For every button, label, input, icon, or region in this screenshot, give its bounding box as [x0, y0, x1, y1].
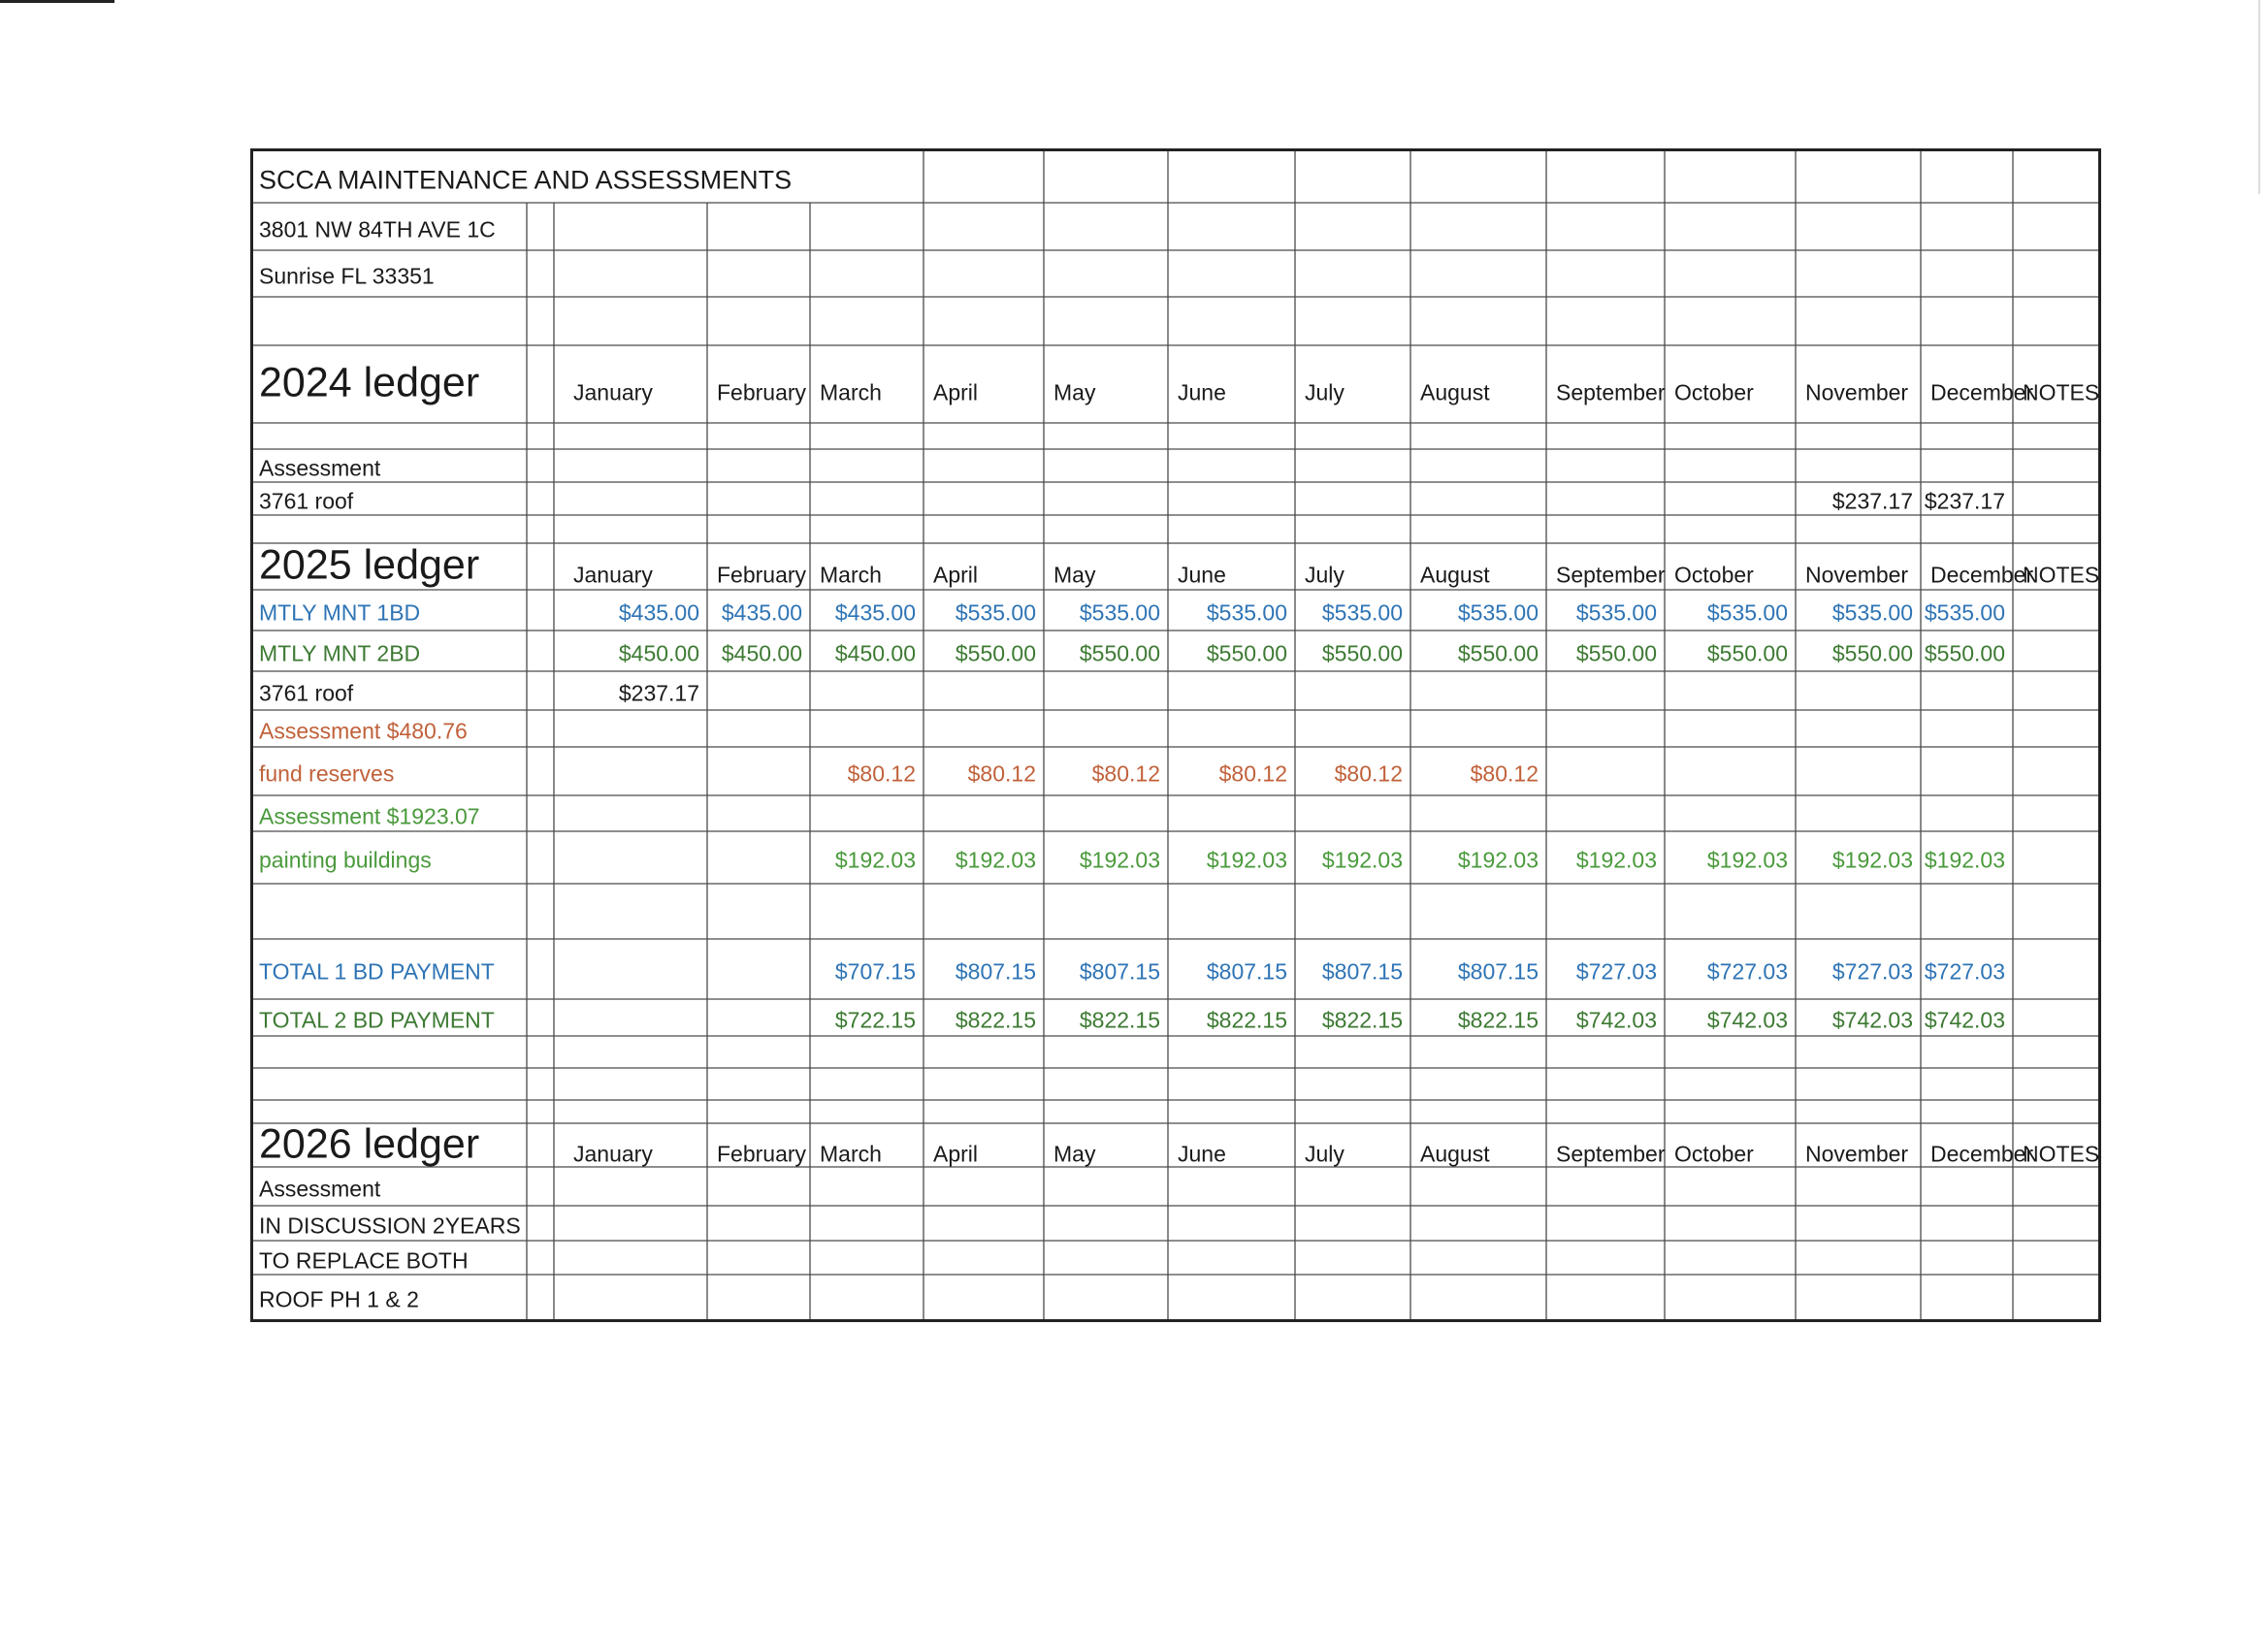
ledger-2024-month-september: September	[1556, 379, 1666, 405]
ledger-2025-month-january: January	[573, 562, 653, 588]
row-label: fund reserves	[259, 760, 395, 787]
value-cell: $435.00	[834, 599, 916, 626]
ledger-2025-month-july: July	[1305, 562, 1345, 588]
ledger-2026-month-march: March	[820, 1141, 882, 1166]
ledger-2024-month-january: January	[573, 379, 653, 405]
value-cell: $535.00	[1575, 599, 1657, 626]
ledger-2025-title: 2025 ledger	[259, 541, 480, 589]
value-cell: $822.15	[1079, 1007, 1160, 1033]
value-cell: $192.03	[1321, 847, 1403, 873]
value-cell: $822.15	[1457, 1007, 1539, 1033]
ledger-2025-month-march: March	[820, 562, 882, 588]
ledger-2025-month-june: June	[1178, 562, 1226, 588]
value-cell: $550.00	[1321, 640, 1403, 666]
ledger-2024-month-june: June	[1178, 379, 1226, 405]
value-cell: $80.12	[1218, 760, 1287, 787]
value-cell: $192.03	[834, 847, 916, 873]
ledger-2025-month-august: August	[1420, 562, 1490, 588]
value-cell: $535.00	[1321, 599, 1403, 626]
ledger-2026-month-october: October	[1674, 1141, 1754, 1166]
value-cell: $192.03	[1079, 847, 1160, 873]
row-label: MTLY MNT 2BD	[259, 640, 421, 666]
value-cell: $237.17	[1831, 488, 1913, 514]
value-cell: $535.00	[1831, 599, 1913, 626]
ledger-2025-notes-header: NOTES	[2023, 562, 2100, 588]
ledger-2024-month-february: February	[717, 379, 807, 405]
ledger-2024-month-april: April	[933, 379, 979, 405]
value-cell: $727.03	[1831, 958, 1913, 985]
row-label: TOTAL 2 BD PAYMENT	[259, 1007, 495, 1033]
address-line-1: 3801 NW 84TH AVE 1C	[259, 216, 496, 242]
value-cell: $535.00	[1924, 599, 2005, 626]
value-cell: $535.00	[1079, 599, 1160, 626]
ledger-2026-title: 2026 ledger	[259, 1120, 480, 1167]
ledger-sheet	[250, 148, 2101, 1322]
row-label: ROOF PH 1 & 2	[259, 1286, 419, 1312]
value-cell: $450.00	[834, 640, 916, 666]
ledger-2025-month-april: April	[933, 562, 979, 588]
row-label: 3761 roof	[259, 488, 354, 514]
row-label: Assessment	[259, 1176, 381, 1202]
value-cell: $822.15	[955, 1007, 1036, 1033]
row-label: Assessment $1923.07	[259, 803, 480, 828]
ledger-2024-title: 2024 ledger	[259, 359, 480, 406]
scan-edge-mark	[0, 0, 114, 3]
value-cell: $550.00	[955, 640, 1036, 666]
ledger-2024-month-march: March	[820, 379, 882, 405]
ledger-2026-month-july: July	[1305, 1141, 1345, 1166]
value-cell: $807.15	[1079, 958, 1160, 985]
ledger-2026-month-september: September	[1556, 1141, 1666, 1166]
value-cell: $80.12	[1334, 760, 1403, 787]
value-cell: $727.03	[1924, 958, 2005, 985]
ledger-2025-month-february: February	[717, 562, 807, 588]
row-label: TO REPLACE BOTH	[259, 1247, 469, 1273]
value-cell: $822.15	[1321, 1007, 1403, 1033]
ledger-2025-month-september: September	[1556, 562, 1666, 588]
ledger-2026-month-may: May	[1053, 1141, 1096, 1166]
value-cell: $192.03	[1457, 847, 1539, 873]
value-cell: $450.00	[618, 640, 699, 666]
ledger-2024-month-december: December	[1930, 379, 2034, 405]
ledger-2024-month-october: October	[1674, 379, 1754, 405]
scan-edge-shadow	[2258, 0, 2260, 194]
value-cell: $727.03	[1706, 958, 1788, 985]
value-cell: $192.03	[1206, 847, 1287, 873]
value-cell: $742.03	[1575, 1007, 1657, 1033]
value-cell: $550.00	[1079, 640, 1160, 666]
value-cell: $80.12	[1091, 760, 1160, 787]
value-cell: $727.03	[1575, 958, 1657, 985]
ledger-2024-month-august: August	[1420, 379, 1490, 405]
row-label: Assessment	[259, 455, 381, 481]
row-label: TOTAL 1 BD PAYMENT	[259, 958, 495, 985]
value-cell: $535.00	[1206, 599, 1287, 626]
value-cell: $535.00	[1706, 599, 1788, 626]
value-cell: $822.15	[1206, 1007, 1287, 1033]
value-cell: $237.17	[1924, 488, 2005, 514]
value-cell: $550.00	[1924, 640, 2005, 666]
value-cell: $550.00	[1706, 640, 1788, 666]
value-cell: $550.00	[1457, 640, 1539, 666]
value-cell: $550.00	[1206, 640, 1287, 666]
address-line-2: Sunrise FL 33351	[259, 263, 435, 289]
ledger-2026-month-january: January	[573, 1141, 653, 1166]
document-title: SCCA MAINTENANCE AND ASSESSMENTS	[259, 165, 793, 194]
value-cell: $742.03	[1706, 1007, 1788, 1033]
ledger-2024-month-may: May	[1053, 379, 1096, 405]
value-cell: $722.15	[834, 1007, 916, 1033]
value-cell: $450.00	[721, 640, 802, 666]
value-cell: $237.17	[618, 680, 699, 706]
row-label: Assessment $480.76	[259, 718, 468, 744]
value-cell: $435.00	[721, 599, 802, 626]
value-cell: $192.03	[1831, 847, 1913, 873]
ledger-2026-notes-header: NOTES	[2023, 1141, 2100, 1166]
value-cell: $535.00	[955, 599, 1036, 626]
value-cell: $435.00	[618, 599, 699, 626]
value-cell: $80.12	[967, 760, 1036, 787]
ledger-2026-month-december: December	[1930, 1141, 2034, 1166]
value-cell: $807.15	[1321, 958, 1403, 985]
row-label: painting buildings	[259, 847, 432, 873]
ledger-2025-month-october: October	[1674, 562, 1754, 588]
ledger-2024-notes-header: NOTES	[2023, 379, 2100, 405]
ledger-2026-month-november: November	[1805, 1141, 1909, 1166]
row-label: MTLY MNT 1BD	[259, 599, 421, 626]
value-cell: $550.00	[1575, 640, 1657, 666]
value-cell: $535.00	[1457, 599, 1539, 626]
ledger-2026-month-april: April	[933, 1141, 979, 1166]
ledger-2025-month-december: December	[1930, 562, 2034, 588]
value-cell: $192.03	[1575, 847, 1657, 873]
row-label: IN DISCUSSION 2YEARS	[259, 1212, 521, 1239]
ledger-2024-month-november: November	[1805, 379, 1909, 405]
ledger-2024-month-july: July	[1305, 379, 1345, 405]
value-cell: $707.15	[834, 958, 916, 985]
value-cell: $192.03	[1924, 847, 2005, 873]
value-cell: $80.12	[847, 760, 916, 787]
ledger-2026-month-june: June	[1178, 1141, 1226, 1166]
value-cell: $807.15	[1206, 958, 1287, 985]
ledger-2026-month-august: August	[1420, 1141, 1490, 1166]
value-cell: $807.15	[1457, 958, 1539, 985]
value-cell: $80.12	[1470, 760, 1539, 787]
ledger-2025-month-november: November	[1805, 562, 1909, 588]
value-cell: $550.00	[1831, 640, 1913, 666]
value-cell: $742.03	[1831, 1007, 1913, 1033]
row-label: 3761 roof	[259, 680, 354, 706]
value-cell: $807.15	[955, 958, 1036, 985]
value-cell: $192.03	[1706, 847, 1788, 873]
ledger-2026-month-february: February	[717, 1141, 807, 1166]
ledger-2025-month-may: May	[1053, 562, 1096, 588]
value-cell: $192.03	[955, 847, 1036, 873]
value-cell: $742.03	[1924, 1007, 2005, 1033]
